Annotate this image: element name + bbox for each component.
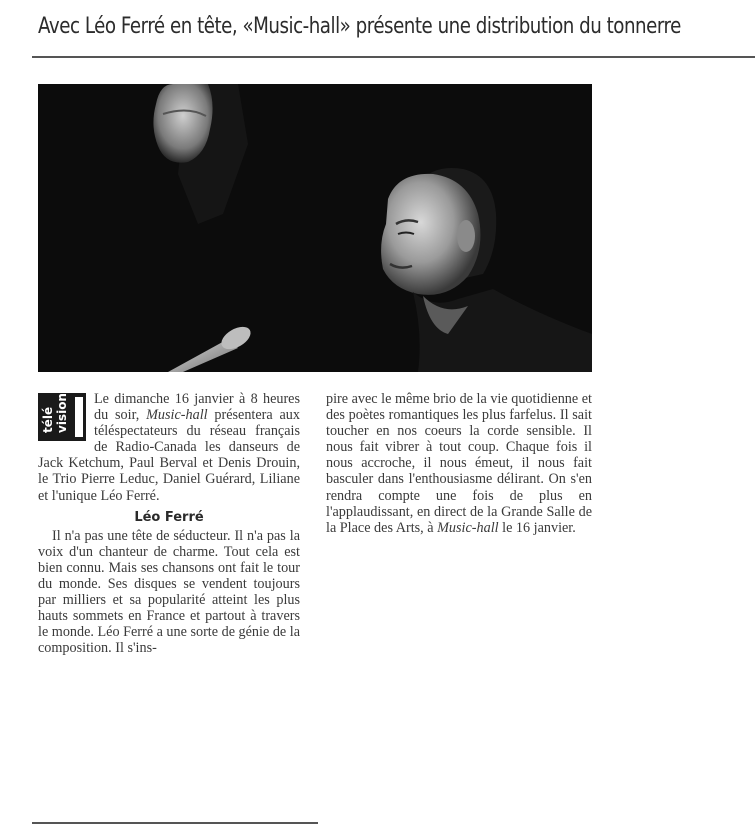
- intro-text-2: présentera aux téléspectateurs du réseau français de Radio-Canada les danseurs de Jack Ketchum, Paul Berval et Denis Drouin, le Trio Pierre Leduc, Daniel Guérard, Liliane et l'unique Léo Ferré.: [38, 407, 300, 504]
- intro-show-title: Music-hall: [146, 407, 208, 424]
- headline: Avec Léo Ferré en tête, «Music-hall» présente une distribution du tonnerre: [38, 14, 681, 39]
- body-show-title: Music-hall: [437, 519, 499, 536]
- article-column-2: [326, 391, 592, 536]
- article-column-1: [38, 391, 300, 657]
- photo-leo-ferre: [38, 84, 592, 372]
- television-section-logo: [38, 393, 86, 441]
- bottom-rule: [32, 822, 318, 824]
- body-text-col2-1: pire avec le même brio de la vie quotidienne et des poètes romantiques les plus farfelus. Il sait toucher en nos coeurs la corde sensible. Il nous fait vibrer à tout coup. Chaque fois il nous accroche, il nous émeut, il nous fait basculer dans l'enthousiasme délirant. On s'en rendra compte une fois de plus en l'applaudissant, en direct de la Grande Salle de la Place des Arts, à: [326, 391, 592, 536]
- body-paragraph-col2: [326, 391, 592, 536]
- logo-text-tele: télé: [41, 406, 55, 433]
- headline-rule: [32, 56, 755, 58]
- body-paragraph-col1: Il n'a pas une tête de séducteur. Il n'a pas la voix d'un chanteur de charme. Tout cela est bien connu. Mais ses chansons ont fait le tour du monde. Ses disques se vendent toujours par milliers et sa popularité atteint les plus hauts sommets en France et partout à travers le monde. Léo Ferré a une sorte de génie de la composition. Il s'ins-: [38, 527, 300, 657]
- intro-text-1: Le dimanche 16 janvier à 8 heures du soir,: [94, 391, 300, 424]
- body-text-col2-2: le 16 janvier.: [498, 519, 576, 536]
- subheading: Léo Ferré: [134, 509, 204, 525]
- logo-text-vision: vision: [55, 393, 69, 433]
